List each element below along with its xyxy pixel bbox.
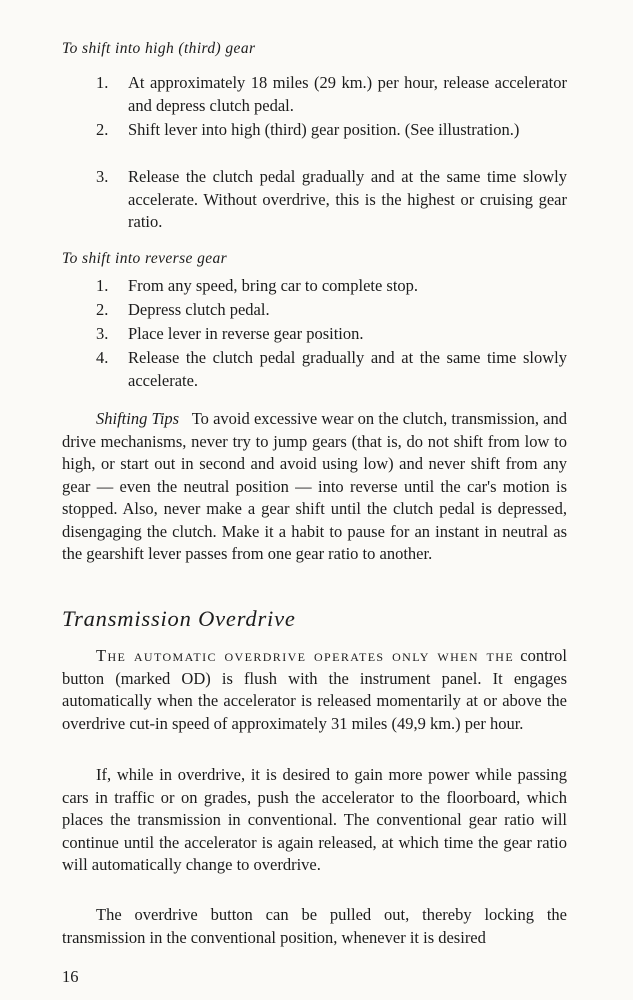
- step-number: 3.: [96, 324, 109, 343]
- shifting-tips-lead: Shifting Tips: [96, 409, 180, 428]
- step-number: 1.: [96, 73, 109, 92]
- step-text: Place lever in reverse gear position.: [128, 324, 364, 343]
- reverse-gear-step-4: [62, 347, 567, 392]
- transmission-overdrive-heading: Transmission Overdrive: [62, 606, 296, 631]
- page-number: 16: [62, 967, 79, 986]
- step-number: 4.: [96, 348, 109, 367]
- overdrive-paragraph-1: [62, 645, 567, 735]
- step-number: 1.: [96, 276, 109, 295]
- overdrive-paragraph-1-text: control button (marked OD) is flush with the instrument panel. It engages automatically when the accelerator is released momentarily at or above the overdrive cut-in speed of approximately 31 miles (49,9 km.) per hour.: [62, 646, 567, 733]
- reverse-gear-step-3: [62, 323, 567, 346]
- shifting-tips-text: To avoid excessive wear on the clutch, transmission, and drive mechanisms, never try to jump gears (that is, do not shift from low to high, or start out in second and avoid using low) and never shift from any gear — even the neutral position — into reverse until the car's motion is stopped. Also, never make a gear shift until the clutch pedal is depressed, disengaging the clutch. Make it a habit to pause for an instant in neutral as the gearshift lever passes from one gear ratio to another.: [62, 409, 568, 563]
- reverse-gear-heading: To shift into reverse gear: [62, 250, 228, 267]
- step-text: Release the clutch pedal gradually and at the same time slowly accelerate. Without overdrive, this is the highest or cruising gear ratio.: [128, 167, 567, 231]
- step-number: 3.: [96, 167, 109, 186]
- reverse-gear-step-2: [62, 299, 567, 322]
- step-text: From any speed, bring car to complete stop.: [128, 276, 419, 295]
- step-text: Depress clutch pedal.: [128, 300, 270, 319]
- step-text: Release the clutch pedal gradually and at the same time slowly accelerate.: [128, 348, 567, 390]
- reverse-gear-step-1: [62, 275, 567, 298]
- overdrive-paragraph-3: The overdrive button can be pulled out, thereby locking the transmission in the conventional position, whenever it is desired: [62, 905, 567, 947]
- step-number: 2.: [96, 120, 109, 139]
- high-gear-heading: To shift into high (third) gear: [62, 40, 256, 57]
- high-gear-step-1: [62, 72, 567, 117]
- step-text: At approximately 18 miles (29 km.) per hour, release accelerator and depress clutch pedal.: [128, 73, 567, 115]
- high-gear-step-3: [62, 166, 567, 234]
- high-gear-step-2: [62, 119, 567, 142]
- step-number: 2.: [96, 300, 109, 319]
- step-text: Shift lever into high (third) gear position. (See illustration.): [128, 120, 520, 139]
- overdrive-paragraph-2: If, while in overdrive, it is desired to gain more power while passing cars in traffic or on grades, push the accelerator to the floorboard, which places the transmission in conventional. The conventional gear ratio will continue until the accelerator is again released, at which time the gear ratio will automatically change to overdrive.: [62, 765, 567, 874]
- overdrive-lead-smallcaps: The automatic overdrive operates only when the: [96, 646, 515, 665]
- shifting-tips-paragraph: [62, 408, 567, 566]
